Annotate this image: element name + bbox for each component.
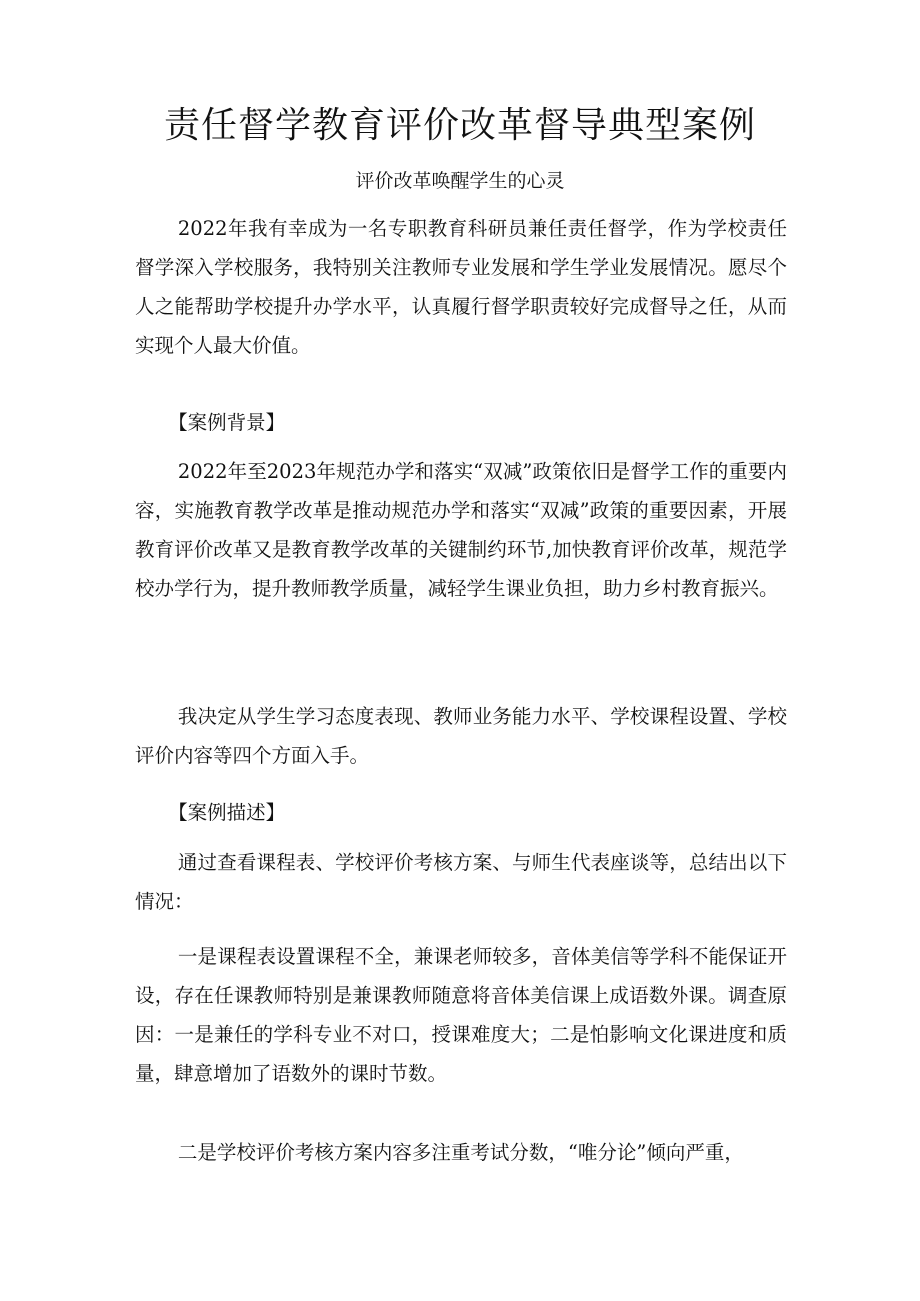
- document-title: 责任督学教育评价改革督导典型案例: [163, 105, 756, 146]
- paragraph-description: 通过查看课程表、学校评价考核方案、与师生代表座谈等，总结出以下情况：: [135, 851, 787, 913]
- paragraph-background: 2022年至2023年规范办学和落实“双减”政策依旧是督学工作的重要内容，实施教育教学改革是推动规范办学和落实“双减”政策的重要因素，开展教育评价改革又是教育教学改革的关键制约环节,加快教育评价改革，规范学校办学行为，提升教师教学质量，减轻学生课业负担，助力乡村教育振兴。: [135, 460, 787, 600]
- paragraph-intro: 2022年我有幸成为一名专职教育科研员兼任责任督学，作为学校责任督学深入学校服务，我特别关注教师专业发展和学生学业发展情况。愿尽个人之能帮助学校提升办学水平，认真履行督学职责较好完成督导之任，从而实现个人最大价值。: [135, 217, 787, 357]
- document-subtitle: 评价改革唤醒学生的心灵: [355, 170, 565, 192]
- paragraph-point-two: 二是学校评价考核方案内容多注重考试分数，“唯分论”倾向严重，: [177, 1141, 744, 1164]
- section-heading-background: 【案例背景】: [168, 411, 286, 434]
- paragraph-decision: 我决定从学生学习态度表现、教师业务能力水平、学校课程设置、学校评价内容等四个方面入手。: [135, 705, 787, 767]
- section-heading-description: 【案例描述】: [168, 801, 286, 824]
- paragraph-point-one: 一是课程表设置课程不全，兼课老师较多，音体美信等学科不能保证开设，存在任课教师特别是兼课教师随意将音体美信课上成语数外课。调查原因：一是兼任的学科专业不对口，授课难度大；二是怕影响文化课进度和质量，肆意增加了语数外的课时节数。: [135, 945, 787, 1085]
